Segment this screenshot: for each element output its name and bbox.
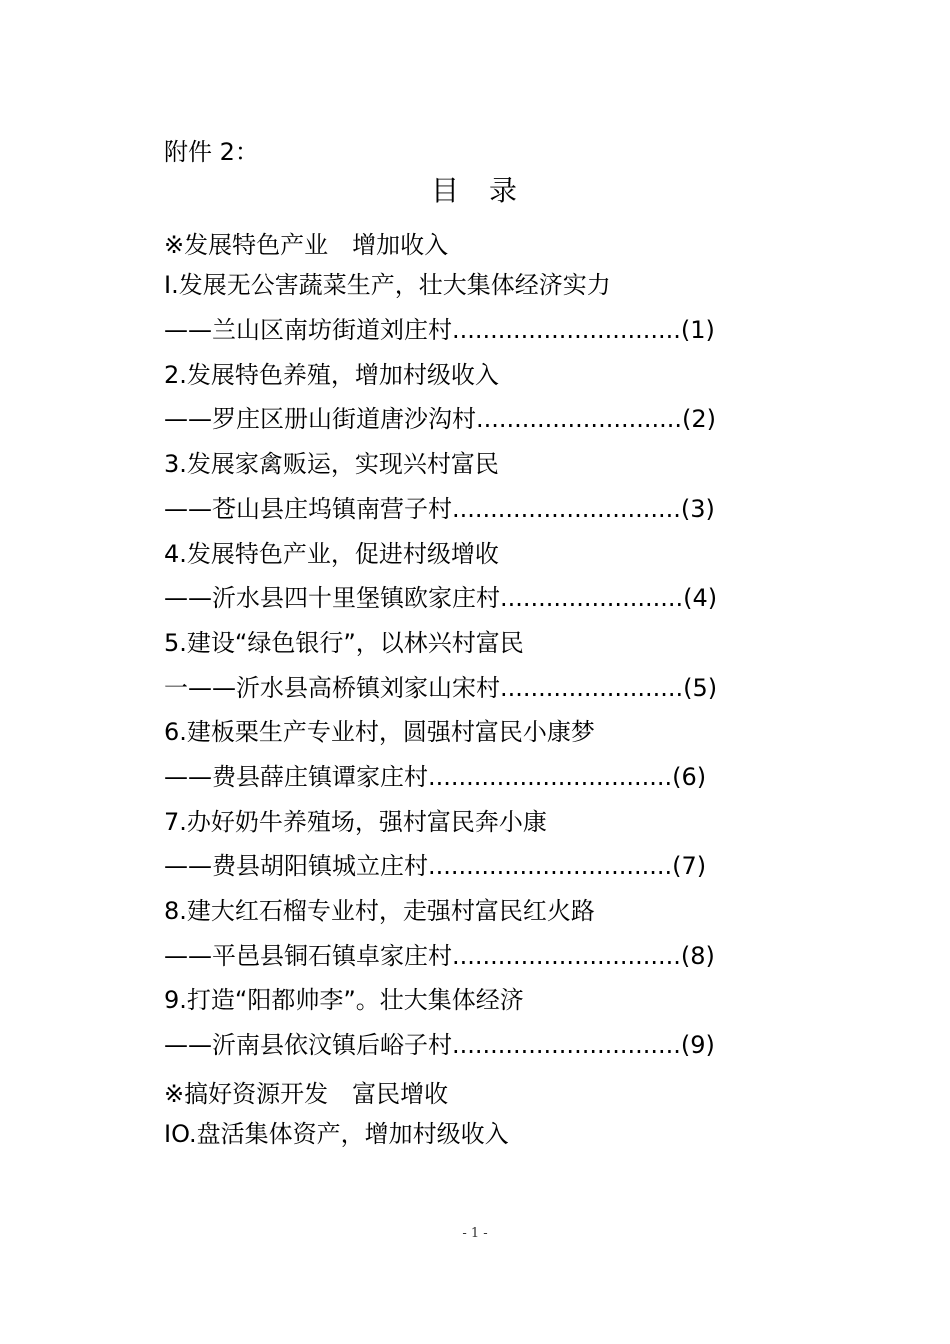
section-heading-2: ※搞好资源开发 富民增收 (164, 1080, 449, 1108)
toc-entry-location: 一——沂水县高桥镇刘家山宋村 (164, 674, 500, 702)
toc-entry-sub (164, 941, 715, 971)
toc-entry-location: ——沂南县依汶镇后峪子村 (164, 1031, 452, 1059)
toc-page-ref: (7) (672, 852, 707, 880)
page-title (0, 174, 950, 208)
toc-leader-dots: ................................ (428, 852, 673, 880)
toc-leader-dots: .............................. (452, 316, 681, 344)
toc-entry-location: ——费县薛庄镇谭家庄村 (164, 763, 428, 791)
toc-entry-sub (164, 762, 706, 792)
toc-leader-dots: .............................. (452, 1031, 681, 1059)
toc-entry-title: 4.发展特色产业，促进村级增收 (164, 540, 499, 568)
title-char-left: 目 (430, 174, 461, 207)
toc-entry-title: 3.发展家禽贩运，实现兴村富民 (164, 450, 499, 478)
toc-entry-title: I.发展无公害蔬菜生产，壮大集体经济实力 (164, 271, 611, 299)
toc-leader-dots: ................................ (428, 763, 673, 791)
toc-entry-title: IO.盘活集体资产，增加村级收入 (164, 1120, 509, 1148)
toc-entry-sub (164, 494, 715, 524)
toc-page-ref: (2) (681, 405, 716, 433)
toc-leader-dots: ........................ (500, 674, 684, 702)
toc-entry-location: ——沂水县四十里堡镇欧家庄村 (164, 584, 500, 612)
toc-entry-sub (164, 583, 717, 613)
toc-entry-title: 9.打造“阳都帅李”。壮大集体经济 (164, 986, 524, 1014)
section-heading-1: ※发展特色产业 增加收入 (164, 231, 449, 259)
toc-entry-title: 8.建大红石榴专业村，走强村富民红火路 (164, 897, 595, 925)
attachment-label: 附件 2： (164, 138, 259, 166)
toc-entry-title: 6.建板栗生产专业村，圆强村富民小康梦 (164, 718, 595, 746)
toc-page-ref: (5) (683, 674, 718, 702)
toc-entry-title: 2.发展特色养殖，增加村级收入 (164, 361, 499, 389)
toc-page-ref: (1) (680, 316, 715, 344)
page-number: - 1 - (462, 1226, 488, 1241)
toc-entry-sub (164, 315, 715, 345)
toc-page-ref: (6) (672, 763, 707, 791)
toc-leader-dots: .............................. (452, 942, 681, 970)
toc-entry-location: ——苍山县庄坞镇南营子村 (164, 495, 452, 523)
toc-entry-location: ——罗庄区册山街道唐沙沟村 (164, 405, 476, 433)
toc-entry-sub (164, 851, 706, 881)
toc-page-ref: (4) (683, 584, 718, 612)
title-char-right: 录 (489, 174, 520, 207)
toc-entry-location: ——费县胡阳镇城立庄村 (164, 852, 428, 880)
toc-leader-dots: .............................. (452, 495, 681, 523)
toc-entry-title: 7.办好奶牛养殖场，强村富民奔小康 (164, 808, 547, 836)
toc-entry-location: ——平邑县铜石镇卓家庄村 (164, 942, 452, 970)
toc-leader-dots: ........................... (476, 405, 682, 433)
toc-entry-sub (164, 673, 717, 703)
toc-page-ref: (3) (680, 495, 715, 523)
toc-entry-sub (164, 404, 716, 434)
toc-leader-dots: ........................ (500, 584, 684, 612)
toc-entry-sub (164, 1030, 715, 1060)
toc-entry-title: 5.建设“绿色银行”，以林兴村富民 (164, 629, 524, 657)
toc-page-ref: (8) (680, 942, 715, 970)
toc-page-ref: (9) (680, 1031, 715, 1059)
toc-entry-location: ——兰山区南坊街道刘庄村 (164, 316, 452, 344)
